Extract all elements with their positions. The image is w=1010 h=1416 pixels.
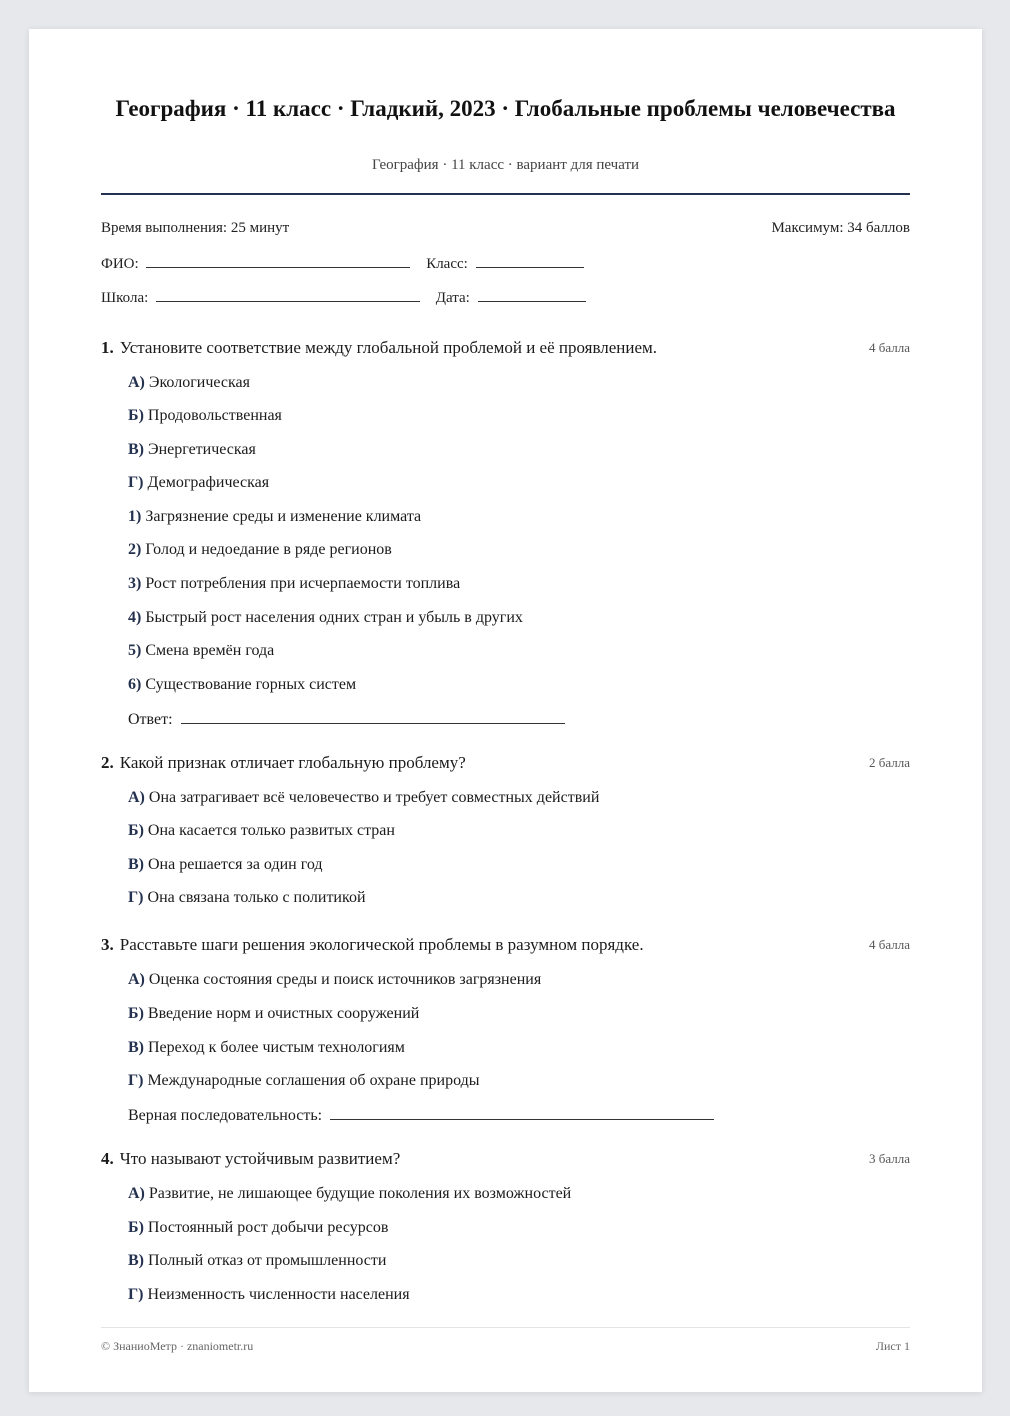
match-item	[128, 675, 356, 695]
question-points: 2 балла	[869, 755, 910, 770]
fio-field[interactable]	[146, 253, 410, 268]
question-points: 3 балла	[869, 1151, 910, 1166]
option-item	[128, 855, 323, 875]
question-number: 1.	[101, 338, 114, 357]
question-points: 4 балла	[869, 340, 910, 355]
match-label: 3)	[128, 575, 142, 592]
option-label: А)	[128, 1185, 145, 1202]
answer-row	[128, 709, 565, 729]
max-score: Максимум: 34 баллов	[771, 220, 910, 236]
date-label: Дата:	[435, 290, 470, 306]
page-subtitle: География · 11 класс · вариант для печати	[371, 157, 640, 173]
option-text: Неизменность численности населения	[147, 1286, 410, 1303]
option-item	[128, 1071, 480, 1091]
sequence-label: Верная последовательность:	[128, 1107, 323, 1124]
option-item	[128, 1038, 405, 1058]
question-points: 4 балла	[869, 937, 910, 952]
option-label: В)	[128, 856, 144, 873]
question-2	[101, 752, 910, 906]
answer-label: Ответ:	[128, 711, 173, 728]
option-label: Б)	[128, 1005, 144, 1022]
option-text: Она решается за один год	[148, 856, 323, 873]
question-3	[101, 934, 910, 1124]
time-limit: Время выполнения: 25 минут	[101, 220, 290, 236]
option-item	[128, 473, 269, 493]
question-number: 3.	[101, 935, 114, 954]
option-text: Оценка состояния среды и поиск источников загрязнения	[148, 971, 542, 988]
option-text: Продовольственная	[147, 407, 282, 424]
question-header	[101, 337, 910, 359]
option-item	[128, 1218, 388, 1238]
match-item	[128, 540, 392, 560]
match-item	[128, 641, 274, 661]
page-title: География · 11 класс · Гладкий, 2023 · Глобальные проблемы человечества	[115, 96, 896, 121]
sequence-answer-row	[128, 1105, 714, 1125]
footer-copyright: © ЗнаниоМетр · znaniometr.ru	[101, 1339, 254, 1353]
fio-class-row	[101, 253, 584, 273]
option-text: Международные соглашения об охране природы	[147, 1072, 480, 1089]
option-item	[128, 970, 541, 990]
option-label: Г)	[128, 1072, 144, 1089]
meta-row	[101, 220, 910, 237]
option-label: Б)	[128, 1219, 144, 1236]
option-label: А)	[128, 971, 145, 988]
answer-field[interactable]	[181, 709, 565, 724]
match-item	[128, 574, 460, 594]
option-text: Постоянный рост добычи ресурсов	[147, 1219, 389, 1236]
question-1	[101, 337, 910, 728]
match-text: Загрязнение среды и изменение климата	[145, 508, 422, 525]
match-label: 4)	[128, 609, 142, 626]
option-text: Демографическая	[147, 474, 270, 491]
option-text: Она касается только развитых стран	[147, 822, 395, 839]
option-item	[128, 373, 250, 393]
match-text: Смена времён года	[145, 642, 275, 659]
match-text: Быстрый рост населения одних стран и убыль в других	[145, 609, 523, 626]
option-label: А)	[128, 789, 145, 806]
option-label: Б)	[128, 822, 144, 839]
school-label: Школа:	[101, 290, 149, 306]
match-text: Существование горных систем	[145, 676, 357, 693]
option-text: Развитие, не лишающее будущие поколения их возможностей	[148, 1185, 572, 1202]
match-text: Голод и недоедание в ряде регионов	[145, 541, 392, 558]
option-label: Б)	[128, 407, 144, 424]
question-text: Расставьте шаги решения экологической проблемы в разумном порядке.	[119, 935, 644, 954]
footer-divider	[101, 1327, 910, 1328]
question-number: 4.	[101, 1149, 114, 1168]
option-item	[128, 1251, 386, 1271]
option-item	[128, 788, 599, 808]
option-text: Полный отказ от промышленности	[148, 1252, 387, 1269]
question-text: Какой признак отличает глобальную проблему?	[119, 753, 466, 772]
question-header	[101, 934, 910, 956]
sheet-number: Лист 1	[875, 1339, 910, 1353]
option-item	[128, 440, 256, 460]
option-label: А)	[128, 374, 145, 391]
option-item	[128, 821, 395, 841]
option-text: Энергетическая	[148, 441, 256, 458]
option-label: В)	[128, 441, 144, 458]
worksheet-page	[29, 29, 982, 1392]
question-4	[101, 1148, 910, 1303]
option-item	[128, 1285, 410, 1305]
match-item	[128, 507, 421, 527]
option-text: Она связана только с политикой	[147, 889, 366, 906]
date-field[interactable]	[478, 287, 586, 302]
option-item	[128, 888, 366, 908]
question-text: Установите соответствие между глобальной проблемой и её проявлением.	[119, 338, 658, 357]
option-label: Г)	[128, 474, 144, 491]
option-item	[128, 406, 282, 426]
match-label: 2)	[128, 541, 142, 558]
option-text: Она затрагивает всё человечество и требует совместных действий	[148, 789, 600, 806]
school-date-row	[101, 287, 586, 307]
question-text: Что называют устойчивым развитием?	[119, 1149, 401, 1168]
header-divider	[101, 193, 910, 195]
match-label: 1)	[128, 508, 142, 525]
question-header	[101, 1148, 910, 1170]
option-label: Г)	[128, 889, 144, 906]
option-label: Г)	[128, 1286, 144, 1303]
question-header	[101, 752, 910, 774]
option-item	[128, 1184, 571, 1204]
question-number: 2.	[101, 753, 114, 772]
fio-label: ФИО:	[101, 256, 139, 272]
school-field[interactable]	[156, 287, 420, 302]
option-label: В)	[128, 1039, 144, 1056]
option-text: Экологическая	[148, 374, 250, 391]
class-field[interactable]	[476, 253, 584, 268]
option-item	[128, 1004, 419, 1024]
sequence-field[interactable]	[330, 1105, 714, 1120]
match-text: Рост потребления при исчерпаемости топлива	[145, 575, 461, 592]
option-label: В)	[128, 1252, 144, 1269]
page-footer	[101, 1339, 910, 1354]
match-item	[128, 608, 523, 628]
match-label: 5)	[128, 642, 142, 659]
class-label: Класс:	[426, 256, 468, 272]
option-text: Переход к более чистым технологиям	[148, 1039, 405, 1056]
match-label: 6)	[128, 676, 142, 693]
option-text: Введение норм и очистных сооружений	[147, 1005, 420, 1022]
